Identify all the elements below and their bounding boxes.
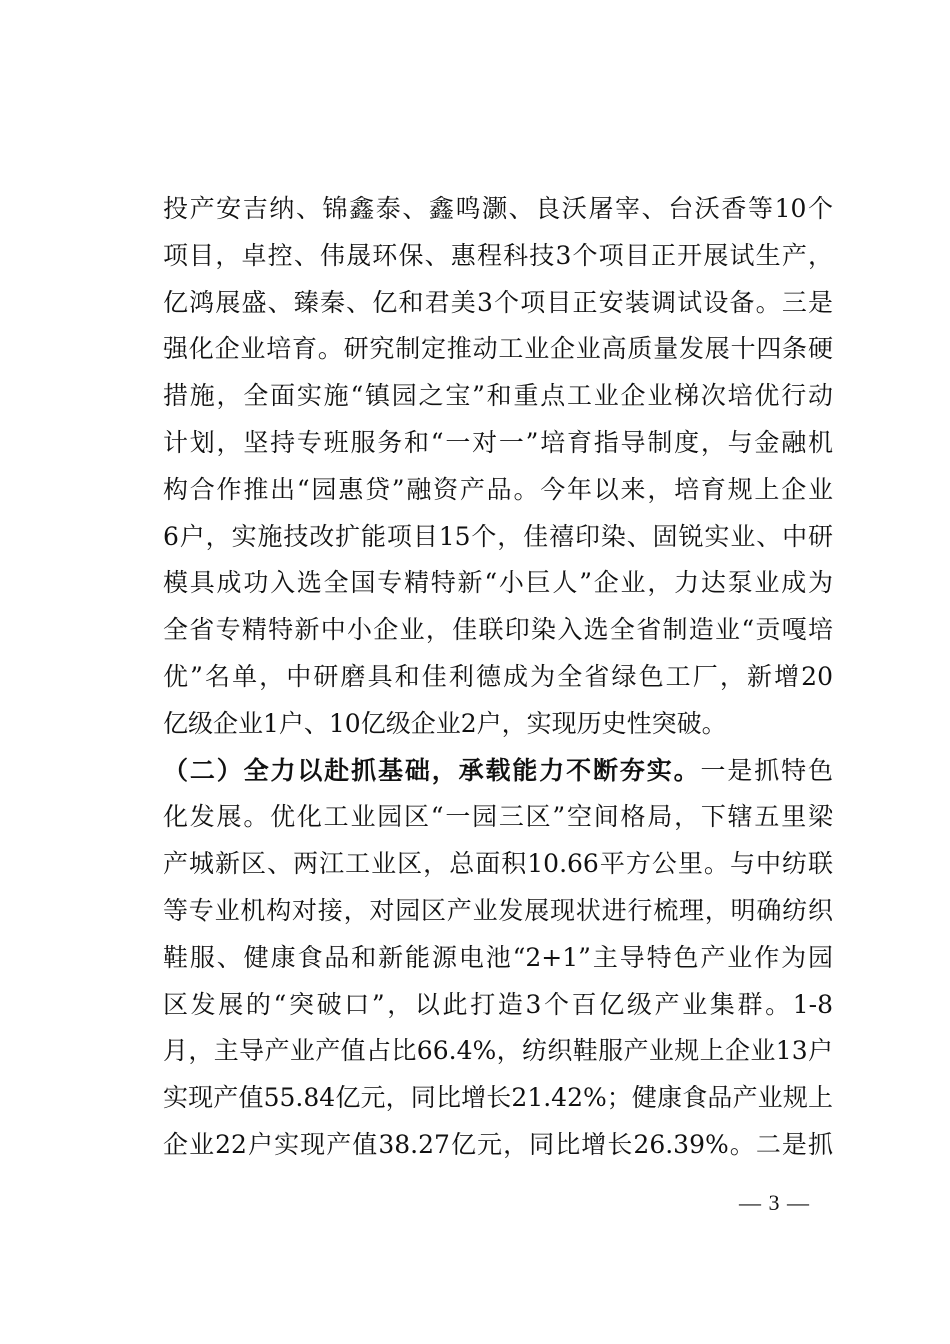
text-line: 鞋服、健康食品和新能源电池“2+1”主导特色产业作为园 — [163, 942, 833, 972]
text-line: 月，主导产业产值占比66.4%，纺织鞋服产业规上企业13户 — [163, 1036, 833, 1066]
body-text — [163, 186, 833, 1169]
text-line: 产城新区、两江工业区，总面积10.66平方公里。与中纺联 — [163, 849, 833, 879]
text-line: 模具成功入选全国专精特新“小巨人”企业，力达泵业成为 — [163, 568, 833, 598]
section-heading: （二）全力以赴抓基础，承载能力不断夯实。 — [163, 755, 701, 785]
text-line: 措施，全面实施“镇园之宝”和重点工业企业梯次培优行动 — [163, 381, 833, 411]
text-line: 等专业机构对接，对园区产业发展现状进行梳理，明确纺织 — [163, 895, 833, 925]
page-number: — 3 — — [739, 1190, 810, 1215]
text-line: 优”名单，中研磨具和佳利德成为全省绿色工厂，新增20 — [163, 661, 833, 691]
text-line: 化发展。优化工业园区“一园三区”空间格局，下辖五里梁 — [163, 802, 833, 832]
text-line: 计划，坚持专班服务和“一对一”培育指导制度，与金融机 — [163, 427, 833, 457]
text-line: 亿鸿展盛、臻秦、亿和君美3个项目正安装调试设备。三是 — [163, 287, 833, 317]
section-heading-rest: 一是抓特色 — [700, 755, 833, 785]
text-line: 亿级企业1户、10亿级企业2户，实现历史性突破。 — [163, 708, 727, 738]
text-line: 实现产值55.84亿元，同比增长21.42%；健康食品产业规上 — [163, 1083, 833, 1113]
text-line: 6户，实施技改扩能项目15个，佳禧印染、固锐实业、中研 — [163, 521, 833, 551]
text-line: 企业22户实现产值38.27亿元，同比增长26.39%。二是抓 — [163, 1129, 833, 1159]
text-line: 项目，卓控、伟晟环保、惠程科技3个项目正开展试生产， — [163, 240, 833, 270]
text-line: 区发展的“突破口”，以此打造3个百亿级产业集群。1-8 — [163, 989, 833, 1019]
text-line: 全省专精特新中小企业，佳联印染入选全省制造业“贡嘎培 — [163, 615, 833, 645]
text-line: 强化企业培育。研究制定推动工业企业高质量发展十四条硬 — [163, 334, 833, 364]
text-line: 构合作推出“园惠贷”融资产品。今年以来，培育规上企业 — [163, 474, 833, 504]
text-line: 投产安吉纳、锦鑫泰、鑫鸣灏、良沃屠宰、台沃香等10个 — [163, 194, 833, 223]
section-heading-line — [163, 748, 833, 795]
